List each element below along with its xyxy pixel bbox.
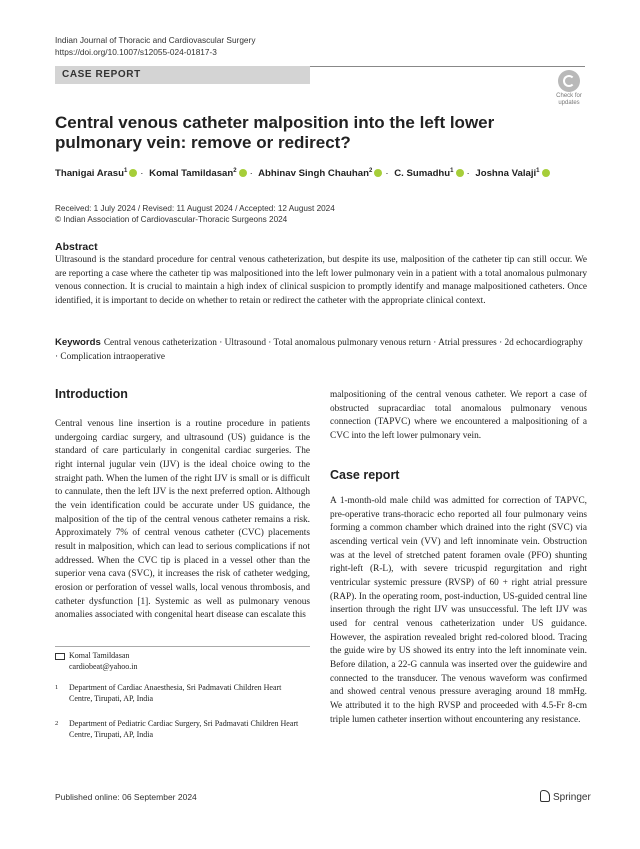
author-affiliation-marker: 1 (123, 168, 128, 174)
introduction-continued: malpositioning of the central venous catheter. We report a case of obstructed supracardiac total anomalous pulmonary venous connection (TAPVC) where we encountered a malpositioning of a CVC into the left lower pulmonary vein. (330, 390, 587, 441)
publisher-name: Springer (553, 792, 591, 803)
article-history: Received: 1 July 2024 / Revised: 11 August 2024 / Accepted: 12 August 2024 (55, 204, 335, 213)
affiliation-text: Department of Pediatric Cardiac Surgery, Sri Padmavati Children Heart Centre, Tirupati, AP, India (69, 719, 299, 739)
corresponding-email[interactable]: cardiobeat@yahoo.in (69, 661, 138, 671)
check-updates-label: Check for updates (556, 93, 582, 106)
corresponding-name: Komal Tamildasan (69, 651, 130, 660)
orcid-icon[interactable] (239, 169, 247, 177)
affiliation-2 (55, 719, 300, 740)
publisher-logo[interactable] (540, 790, 591, 803)
journal-header (55, 34, 255, 58)
footnote-rule (55, 646, 310, 647)
abstract-heading: Abstract (55, 241, 98, 253)
author-affiliation-marker: 1 (450, 168, 454, 174)
article-dates (55, 203, 335, 225)
article-type-bar (55, 66, 310, 84)
case-report-heading: Case report (330, 468, 400, 482)
corresponding-author (55, 651, 310, 672)
keywords (55, 336, 587, 364)
copyright-line: © Indian Association of Cardiovascular-Thoracic Surgeons 2024 (55, 215, 288, 224)
springer-horse-icon (540, 790, 550, 802)
envelope-icon (55, 653, 65, 660)
author-name[interactable]: Joshna Valaji (475, 168, 537, 180)
affiliation-number: 2 (55, 720, 59, 727)
author-affiliation-marker: 2 (368, 168, 373, 174)
author-name[interactable]: Abhinav Singh Chauhan (258, 168, 369, 180)
orcid-icon[interactable] (129, 169, 137, 177)
check-for-updates-button[interactable] (552, 70, 586, 106)
article-title: Central venous catheter malposition into the left lower pulmonary vein: remove or redirect? (55, 113, 495, 152)
refresh-icon (558, 70, 580, 92)
author-name[interactable]: Komal Tamildasan (149, 168, 234, 180)
author-affiliation-marker: 2 (233, 168, 237, 174)
introduction-heading: Introduction (55, 387, 128, 401)
abstract-text: Ultrasound is the standard procedure for central venous catheterization, but despite its use, malposition of the catheter tip can still occur. We are reporting a case where the catheter tip was malpositioned into the left lower pulmonary vein in a patient with a total anomalous pulmonary venous connection. It is crucial to maintain a high index of clinical suspicion to promptly identify and manage malpositioned catheters. Once identified, it is important to decide on whether to retain or redirect the catheter with the appropriate clinical context. (55, 255, 587, 306)
orcid-icon[interactable] (374, 169, 382, 177)
author-list: Thanigai Arasu$^1$ · Komal Tamildasan$^2$ · Abhinav Singh Chauhan$^2$ · C. Sumadhu$^1$ · Joshna Valaji$^1$ (55, 168, 595, 179)
case-report-text: A 1-month-old male child was admitted for correction of TAPVC, pre-operative trans-thoracic echo reported all four pulmonary veins forming a common chamber which drained into the right (SVC) via ascending vertical vein (VV) and left innominate vein. Obstruction was at the level of stretched patent foramen ovale (PFO) shunting right-left (R-L), with severe tricuspid regurgitation and right ventricular systemic pressure (RVSP) of 60 + right atrial pressure (RAP). In the operating room, post-induction, US-guided central line insertion through the right IJV was unsuccessful. The left IJV was used for central venous catheterization under US guidance. However, the aspiration revealed bright red-colored blood. Tracing the guide wire by US showed its entry into the left innominate vein. Before dilation, a 22-G cannula was inserted over the guidewire and connected to the transducer. The venous waveform was confirmed and showed central venous pressure averaging around 18 mmHg. We attributed it to the high RVSP and proceeded with 4.5-Fr 8-cm triple lumen catheter insertion without encountering any resistance. (330, 496, 587, 725)
doi-link[interactable]: https://doi.org/10.1007/s12055-024-01817-3 (55, 47, 217, 57)
affiliation-text: Department of Cardiac Anaesthesia, Sri Padmavati Children Heart Centre, Tirupati, AP, India (69, 683, 282, 703)
affiliation-number: 1 (55, 684, 59, 691)
journal-name: Indian Journal of Thoracic and Cardiovascular Surgery (55, 35, 256, 45)
orcid-icon[interactable] (456, 169, 464, 177)
keywords-label: Keywords (55, 337, 101, 348)
affiliation-1 (55, 683, 300, 704)
author-name[interactable]: C. Sumadhu (394, 168, 451, 180)
header-rule (310, 66, 585, 67)
published-date: Published online: 06 September 2024 (55, 792, 197, 802)
author-affiliation-marker: 1 (536, 168, 540, 174)
author-name[interactable]: Thanigai Arasu (55, 168, 124, 180)
article-type: CASE REPORT (62, 69, 141, 80)
keywords-text: Central venous catheterization · Ultrasound · Total anomalous pulmonary venous return · Atrial pressures · 2d echocardiography · Complication intraoperative (55, 338, 583, 362)
orcid-icon[interactable] (542, 169, 550, 177)
introduction-text: Central venous line insertion is a routine procedure in patients undergoing cardiac surgery, and ultrasound (US) guidance is the standard of care particularly in congenital cardiac surgeries. The right internal jugular vein (IJV) is the ideal choice owing to the straight path. When the lumen of the right IJV is small or is difficult to cannulate, then the left IJV is the next preferred option. Although the vein identification could be accurate under US guidance, the malposition of the tip of the central venous catheter remains a risk. Approximately 7% of central venous catheter (CVC) placements result in malposition, which can lead to serious complications if not addressed. When the CVC tip is placed in a vessel other than the superior vena cava (SVC), it increases the risk of catheter wedging, erosion or perforation of vessel walls, local venous thrombosis, and catheter dysfunction [1]. Systemic as well as pulmonary venous anomalies associated with congenital heart disease can escalate this (55, 419, 310, 621)
